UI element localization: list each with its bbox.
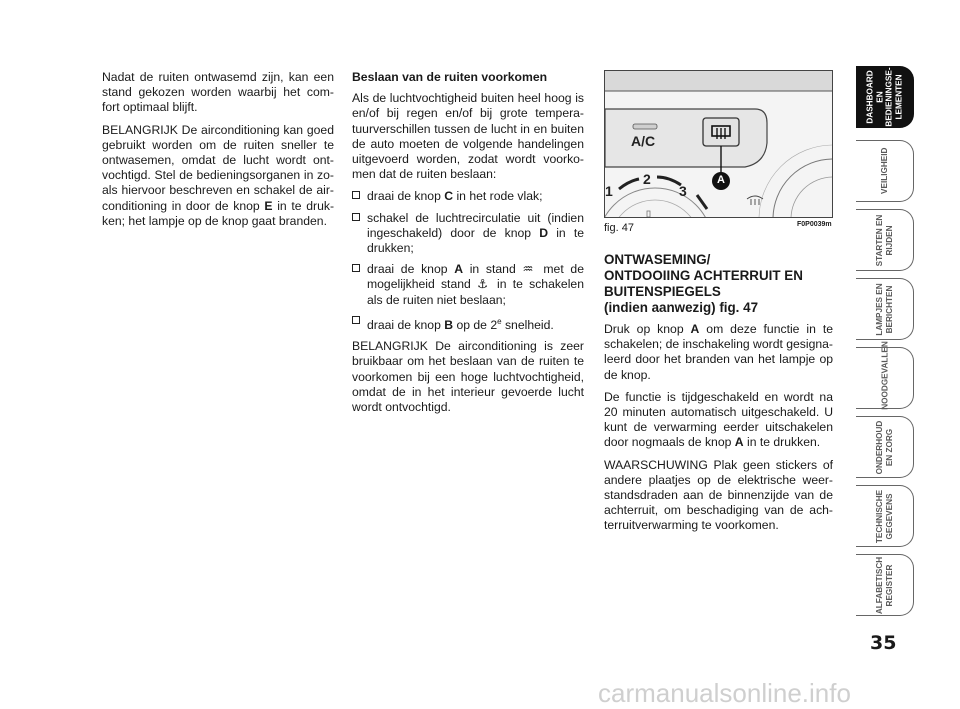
tab-lampjes-en-berichten[interactable]: LAMPJES EN BERICHTEN xyxy=(856,278,914,340)
windscreen-defrost-icon: ♒ xyxy=(522,262,537,277)
checkbox-bullet-icon xyxy=(352,191,360,199)
tab-dashboard[interactable]: DASHBOARD EN BEDIENINGSE- LEMENTEN xyxy=(856,66,914,128)
paragraph-press-button: Druk op knop A om deze functie in te schakelen; de inschakeling wordt gesigna-leerd door het branden van het lampje op de knop. xyxy=(604,322,833,382)
tab-alfabetisch-register[interactable]: ALFABETISCH REGISTER xyxy=(856,554,914,616)
tab-onderhoud-en-zorg[interactable]: ONDERHOUD EN ZORG xyxy=(856,416,914,478)
paragraph-ac-note: BELANGRIJK De airconditioning kan goed gebruikt worden om de ruiten sneller te ontwasemen, omdat de lucht wordt ont-vochtigd. Stel de bedieningsorganen in zo-als hiervoor beschreven en schakel de air-conditioning in door de knop E in te druk-ken; het lampje op de knop gaat branden. xyxy=(102,122,335,228)
section-heading-prevent-fogging: Beslaan van de ruiten voorkomen xyxy=(352,70,548,84)
rear-window-heater-icon xyxy=(710,123,732,141)
figure-code: F0P0039m xyxy=(797,221,832,228)
tab-technische-gegevens[interactable]: TECHNISCHE GEGEVENS xyxy=(856,485,914,547)
page-number: 35 xyxy=(870,632,897,654)
column-right xyxy=(604,252,833,541)
tab-starten-en-rijden[interactable]: STARTEN EN RIJDEN xyxy=(856,209,914,271)
fan-scale-2: 2 xyxy=(643,171,651,187)
paragraph-warning: WAARSCHUWING Plak geen stickers of andere plaatjes op de elektrische weer-standsdraden aan de binnenzijde van de achterruit, om beschadiging van de ach-terruitverwarming te voorkomen. xyxy=(604,457,833,533)
tab-veiligheid[interactable]: VEILIGHEID xyxy=(856,140,914,202)
marker-a: A xyxy=(717,174,725,186)
column-left xyxy=(102,70,334,236)
tab-noodgevallen[interactable]: NOODGEVALLEN xyxy=(856,347,914,409)
checkbox-bullet-icon xyxy=(352,264,360,272)
bullet-item: schakel de luchtrecirculatie uit (indien ingeschakeld) door de knop D in te drukken; xyxy=(352,211,584,257)
fan-scale-1: 1 xyxy=(605,183,613,199)
bullet-item: draai de knop B op de 2e snelheid. xyxy=(352,314,584,333)
figure-caption: fig. 47 xyxy=(604,222,634,234)
ac-button-label: A/C xyxy=(631,133,656,149)
column-middle xyxy=(352,70,584,422)
watermark: carmanualsonline.info xyxy=(598,678,851,708)
paragraph-prevent-intro: Als de luchtvochtigheid buiten heel hoog is en/of bij regen en/of bij grote tempera-tuurverschillen tussen de lucht in en buiten de auto moeten de volgende handelingen uitgevoerd worden, zodat wordt voorko-men dat de ruiten beslaan: xyxy=(352,91,584,182)
checkbox-bullet-icon xyxy=(352,213,360,221)
feet-windscreen-icon: ⚓ xyxy=(477,277,491,292)
bullet-item: draai de knop A in stand ♒ met de mogelijkheid stand ⚓ in te schakelen als de ruiten niet beslaan; xyxy=(352,262,584,308)
fan-scale-3: 3 xyxy=(679,183,687,199)
paragraph-defog-comfort: Nadat de ruiten ontwasemd zijn, kan een stand gekozen worden waarbij het com-fort optimaal blijft. xyxy=(102,70,334,115)
checkbox-bullet-icon xyxy=(352,316,360,324)
section-heading-rear-defrost: ONTWASEMING/ ONTDOOIING ACHTERRUIT EN BUITENSPIEGELS (indien aanwezig) fig. 47 xyxy=(604,252,803,315)
paragraph-ac-humidity-note: BELANGRIJK De airconditioning is zeer bruikbaar om het beslaan van de ruiten te voorkomen bij een hoge luchtvochtigheid, omdat de in het interieur gevoerde lucht wordt ontvochtigd. xyxy=(352,339,584,414)
figure-47-control-panel xyxy=(604,70,833,218)
bullet-item: draai de knop C in het rode vlak; xyxy=(352,189,584,204)
paragraph-timer: De functie is tijdgeschakeld en wordt na 20 minuten automatisch uitgeschakeld. U kunt de verwarming eerder uitschakelen door nogmaals de knop A in te drukken. xyxy=(604,389,833,450)
